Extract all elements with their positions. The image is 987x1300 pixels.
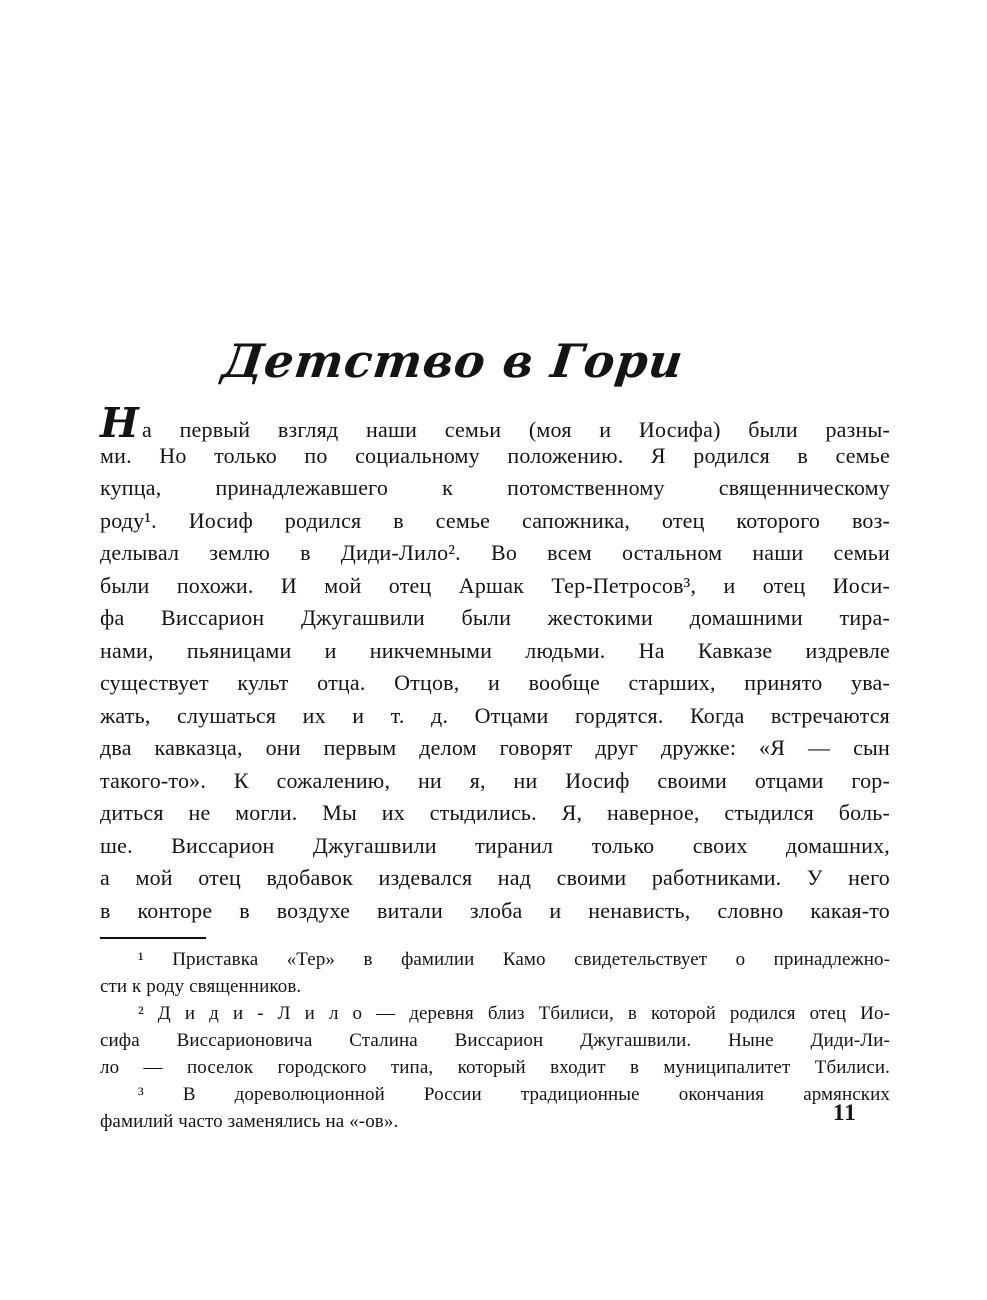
body-line: купца, принадлежавшего к потомственному священническому: [100, 475, 890, 500]
body-line: а мой отец вдобавок издевался над своими работниками. У него: [100, 865, 890, 890]
body-line: два кавказца, они первым делом говорят друг дружке: «Я — сын: [100, 735, 890, 760]
body-line: существует культ отца. Отцов, и вообще старших, принято ува-: [100, 670, 890, 695]
footnote-1-line: сти к роду священников.: [100, 976, 302, 997]
body-text: [100, 399, 890, 927]
footnote-2-line: сифа Виссарионовича Сталина Виссарион Джугашвили. Ныне Диди-Ли-: [100, 1030, 890, 1051]
body-line: ше. Виссарион Джугашвили тиранил только своих домашних,: [100, 832, 890, 858]
body-line: роду¹. Иосиф родился в семье сапожника, отец которого воз-: [100, 507, 890, 533]
body-line: нами, пьяницами и никчемными людьми. На Кавказе издревле: [100, 637, 890, 663]
body-line-text: а первый взгляд наши семьи (моя и Иосифа) были разны-: [141, 417, 890, 442]
footnote-2-line: ло — поселок городского типа, который входит в муниципалитет Тбилиси.: [100, 1057, 890, 1078]
footnote-3-line: ³ В дореволюционной России традиционные окончания армянских: [138, 1084, 890, 1105]
body-line: такого-то». К сожалению, ни я, ни Иосиф своими отцами гор-: [100, 767, 890, 793]
footnote-1-line: ¹ Приставка «Тер» в фамилии Камо свидетельствует о принадлежно-: [138, 949, 890, 970]
body-line: были похожи. И мой отец Аршак Тер-Петросов³, и отец Иоси-: [100, 572, 890, 598]
footnotes: [100, 946, 890, 1135]
body-line: жать, слушаться их и т. д. Отцами гордятся. Когда встречаются: [100, 702, 890, 728]
body-line: ми. Но только по социальному положению. Я родился в семье: [100, 442, 890, 468]
body-line: диться не могли. Мы их стыдились. Я, наверное, стыдился боль-: [100, 800, 890, 825]
body-line: фа Виссарион Джугашвили были жестокими домашними тира-: [100, 605, 890, 630]
body-line: делывал землю в Диди-Лило². Во всем остальном наши семьи: [100, 540, 890, 565]
dropcap-initial: Н: [100, 399, 139, 447]
chapter-title: Детство в Гори: [219, 334, 687, 388]
page-number: 11: [833, 1100, 857, 1125]
footnote-divider: [100, 937, 206, 939]
footnote-2-line: ² Д и д и - Л и л о — деревня близ Тбилиси, в которой родился отец Ио-: [138, 1003, 890, 1024]
body-line: в конторе в воздухе витали злоба и ненависть, словно какая-то: [100, 897, 890, 923]
footnote-3-line: фамилий часто заменялись на «-ов».: [100, 1111, 399, 1132]
body-line: [100, 399, 890, 447]
